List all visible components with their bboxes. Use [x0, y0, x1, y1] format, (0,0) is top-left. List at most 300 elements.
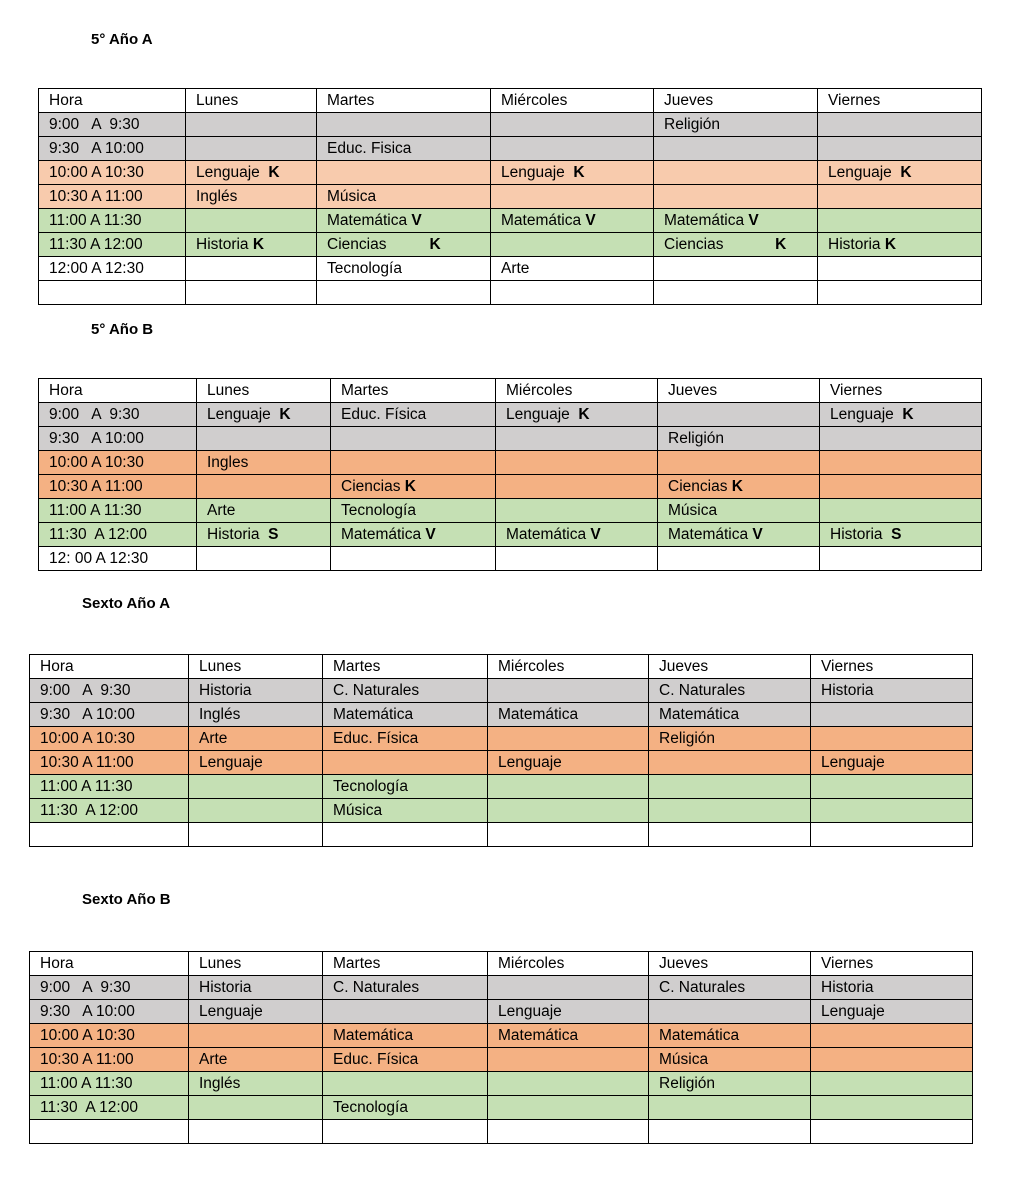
column-header: Miércoles	[496, 379, 658, 403]
teacher-initial: K	[404, 478, 416, 495]
subject-text: 10:00 A 10:30	[40, 730, 135, 747]
subject-text: C. Naturales	[659, 979, 746, 996]
subject-text: Matemática	[664, 212, 749, 229]
subject-text: Historia	[830, 526, 892, 543]
subject-text: 9:30 A 10:00	[40, 706, 135, 723]
subject-cell	[317, 209, 491, 233]
subject-cell	[331, 523, 496, 547]
subject-cell	[496, 451, 658, 475]
table-row	[39, 451, 982, 475]
table-row	[39, 427, 982, 451]
subject-cell	[649, 1072, 811, 1096]
time-cell	[30, 703, 189, 727]
subject-cell	[491, 209, 654, 233]
time-cell	[39, 499, 197, 523]
subject-cell	[186, 233, 317, 257]
time-cell	[30, 751, 189, 775]
subject-text: Matemática	[659, 1027, 740, 1044]
subject-text: Música	[327, 188, 377, 205]
subject-cell	[186, 281, 317, 305]
subject-cell	[488, 703, 649, 727]
teacher-initial: K	[429, 236, 441, 253]
subject-cell	[654, 137, 818, 161]
subject-cell	[658, 475, 820, 499]
table-row	[30, 976, 973, 1000]
subject-cell	[496, 427, 658, 451]
table-row	[39, 233, 982, 257]
subject-text: Matemática	[506, 526, 591, 543]
teacher-initial: V	[590, 526, 601, 543]
subject-cell	[488, 1120, 649, 1144]
subject-cell	[491, 113, 654, 137]
subject-text: Matemática	[333, 706, 414, 723]
subject-cell	[323, 976, 488, 1000]
table-row	[39, 161, 982, 185]
subject-text: 10:00 A 10:30	[49, 454, 144, 471]
subject-text: Inglés	[196, 188, 238, 205]
schedule-table-6a	[29, 654, 973, 847]
teacher-initial: V	[752, 526, 763, 543]
subject-text: Matemática	[498, 1027, 579, 1044]
subject-text: 10:30 A 11:00	[49, 478, 143, 495]
time-cell	[30, 1000, 189, 1024]
table-row	[39, 403, 982, 427]
subject-cell	[658, 427, 820, 451]
subject-cell	[818, 281, 982, 305]
subject-cell	[811, 751, 973, 775]
teacher-initial: K	[775, 236, 787, 253]
subject-text: Ingles	[207, 454, 249, 471]
subject-text: 10:00 A 10:30	[49, 164, 144, 181]
subject-cell	[649, 1120, 811, 1144]
subject-text: 12: 00 A 12:30	[49, 550, 149, 567]
subject-text: Ciencias	[341, 478, 405, 495]
subject-cell	[186, 161, 317, 185]
subject-text: 11:00 A 11:30	[49, 502, 142, 519]
subject-cell	[488, 1048, 649, 1072]
subject-cell	[331, 427, 496, 451]
subject-cell	[317, 233, 491, 257]
subject-text: Lenguaje	[199, 1003, 263, 1020]
table-row	[30, 1072, 973, 1096]
section-title-6b: Sexto Año B	[82, 891, 171, 908]
subject-text: 11:30 A 12:00	[40, 802, 138, 819]
column-header: Miércoles	[491, 89, 654, 113]
subject-cell	[491, 257, 654, 281]
column-header: Jueves	[649, 655, 811, 679]
table-row	[39, 281, 982, 305]
subject-cell	[189, 976, 323, 1000]
subject-cell	[331, 547, 496, 571]
subject-cell	[317, 161, 491, 185]
time-cell	[30, 679, 189, 703]
subject-cell	[811, 1096, 973, 1120]
subject-cell	[818, 161, 982, 185]
column-header: Martes	[317, 89, 491, 113]
column-header: Martes	[331, 379, 496, 403]
column-header: Viernes	[818, 89, 982, 113]
subject-text: Ciencias	[668, 478, 732, 495]
subject-cell	[186, 137, 317, 161]
subject-cell	[488, 1024, 649, 1048]
subject-cell	[323, 679, 488, 703]
subject-text: Tecnología	[327, 260, 402, 277]
subject-text: Historia	[196, 236, 253, 253]
subject-cell	[323, 727, 488, 751]
subject-text: Lenguaje	[501, 164, 574, 181]
subject-text: Matemática	[501, 212, 586, 229]
teacher-initial: K	[573, 164, 585, 181]
subject-cell	[649, 775, 811, 799]
subject-cell	[654, 113, 818, 137]
subject-cell	[491, 161, 654, 185]
table-row	[30, 1024, 973, 1048]
header-row	[30, 952, 973, 976]
subject-text: C. Naturales	[333, 979, 420, 996]
subject-text: Ciencias	[327, 236, 430, 253]
subject-text: 9:30 A 10:00	[40, 1003, 135, 1020]
time-cell	[39, 113, 186, 137]
subject-cell	[818, 113, 982, 137]
teacher-initial: K	[268, 164, 280, 181]
column-header: Lunes	[189, 655, 323, 679]
column-header: Jueves	[649, 952, 811, 976]
section-title-6a: Sexto Año A	[82, 595, 171, 612]
subject-text: 9:00 A 9:30	[40, 979, 131, 996]
table-row	[30, 1048, 973, 1072]
subject-cell	[491, 233, 654, 257]
schedule-table-6b	[29, 951, 973, 1144]
column-header: Hora	[30, 952, 189, 976]
subject-cell	[654, 185, 818, 209]
subject-cell	[488, 799, 649, 823]
subject-text: Historia	[207, 526, 269, 543]
subject-text: Lenguaje	[830, 406, 903, 423]
column-header: Viernes	[820, 379, 982, 403]
teacher-initial: V	[585, 212, 596, 229]
subject-cell	[811, 976, 973, 1000]
subject-cell	[658, 523, 820, 547]
teacher-initial: K	[902, 406, 914, 423]
subject-cell	[649, 679, 811, 703]
subject-cell	[189, 1120, 323, 1144]
subject-text: Historia	[199, 979, 252, 996]
subject-text: Música	[333, 802, 383, 819]
subject-cell	[186, 257, 317, 281]
time-cell	[30, 775, 189, 799]
column-header: Miércoles	[488, 952, 649, 976]
subject-text: Religión	[659, 1075, 716, 1092]
teacher-initial: K	[252, 236, 265, 253]
subject-text: 11:30 A 12:00	[49, 526, 147, 543]
time-cell	[39, 451, 197, 475]
subject-cell	[323, 1072, 488, 1096]
subject-text: Lenguaje	[821, 1003, 885, 1020]
subject-cell	[488, 1072, 649, 1096]
subject-cell	[658, 451, 820, 475]
subject-cell	[818, 257, 982, 281]
subject-cell	[811, 679, 973, 703]
subject-cell	[197, 403, 331, 427]
subject-cell	[488, 775, 649, 799]
subject-text: Educ. Física	[333, 730, 419, 747]
time-cell	[39, 523, 197, 547]
subject-cell	[649, 823, 811, 847]
column-header: Jueves	[654, 89, 818, 113]
time-cell	[39, 547, 197, 571]
subject-cell	[811, 1048, 973, 1072]
subject-cell	[323, 1120, 488, 1144]
subject-cell	[189, 1000, 323, 1024]
subject-cell	[811, 799, 973, 823]
schedule-table-5b	[38, 378, 982, 571]
subject-text: Arte	[207, 502, 236, 519]
subject-cell	[649, 1096, 811, 1120]
subject-cell	[649, 1048, 811, 1072]
subject-text: 11:30 A 12:00	[40, 1099, 138, 1116]
subject-cell	[818, 137, 982, 161]
subject-cell	[820, 475, 982, 499]
subject-text: Lenguaje	[828, 164, 901, 181]
teacher-initial: S	[268, 526, 279, 543]
subject-text: Lenguaje	[821, 754, 885, 771]
table-row	[30, 823, 973, 847]
subject-cell	[649, 976, 811, 1000]
subject-cell	[189, 1072, 323, 1096]
subject-cell	[491, 185, 654, 209]
column-header: Viernes	[811, 952, 973, 976]
subject-text: 10:30 A 11:00	[40, 1051, 134, 1068]
time-cell	[39, 161, 186, 185]
subject-text: Religión	[668, 430, 725, 447]
subject-cell	[488, 1000, 649, 1024]
subject-cell	[323, 1000, 488, 1024]
column-header: Jueves	[658, 379, 820, 403]
schedule-table-5a	[38, 88, 982, 305]
table-row	[39, 475, 982, 499]
subject-cell	[496, 403, 658, 427]
time-cell	[30, 976, 189, 1000]
subject-cell	[331, 499, 496, 523]
subject-text: Historia	[199, 682, 252, 699]
time-cell	[39, 281, 186, 305]
subject-cell	[488, 1096, 649, 1120]
subject-cell	[818, 209, 982, 233]
table-row	[30, 727, 973, 751]
subject-cell	[811, 703, 973, 727]
subject-cell	[189, 1024, 323, 1048]
subject-cell	[649, 1000, 811, 1024]
subject-cell	[197, 499, 331, 523]
section-title-5a: 5° Año A	[91, 31, 153, 48]
subject-text: Lenguaje	[498, 754, 562, 771]
subject-cell	[323, 1096, 488, 1120]
header-row	[30, 655, 973, 679]
table-row	[30, 703, 973, 727]
subject-cell	[654, 209, 818, 233]
subject-cell	[323, 775, 488, 799]
subject-text: Matemática	[341, 526, 426, 543]
column-header: Lunes	[186, 89, 317, 113]
subject-cell	[189, 751, 323, 775]
subject-text: Música	[659, 1051, 709, 1068]
subject-cell	[811, 727, 973, 751]
subject-cell	[654, 161, 818, 185]
subject-text: 11:00 A 11:30	[40, 1075, 133, 1092]
time-cell	[39, 185, 186, 209]
column-header: Martes	[323, 952, 488, 976]
column-header: Hora	[30, 655, 189, 679]
time-cell	[39, 427, 197, 451]
subject-cell	[649, 703, 811, 727]
subject-cell	[654, 257, 818, 281]
subject-cell	[323, 799, 488, 823]
table-row	[39, 137, 982, 161]
time-cell	[39, 475, 197, 499]
subject-cell	[820, 499, 982, 523]
subject-text: Educ. Física	[341, 406, 427, 423]
subject-cell	[820, 403, 982, 427]
time-cell	[30, 1072, 189, 1096]
subject-text: Religión	[659, 730, 716, 747]
subject-cell	[189, 727, 323, 751]
table-row	[39, 547, 982, 571]
subject-cell	[317, 257, 491, 281]
subject-text: Lenguaje	[506, 406, 579, 423]
subject-cell	[649, 727, 811, 751]
subject-text: Educ. Física	[333, 1051, 419, 1068]
subject-cell	[496, 523, 658, 547]
subject-text: Lenguaje	[207, 406, 280, 423]
subject-text: Historia	[821, 682, 874, 699]
table-row	[39, 113, 982, 137]
subject-cell	[811, 1000, 973, 1024]
subject-text: Música	[668, 502, 718, 519]
subject-cell	[186, 209, 317, 233]
subject-cell	[189, 679, 323, 703]
subject-text: Historia	[828, 236, 885, 253]
subject-cell	[811, 775, 973, 799]
subject-text: Tecnología	[333, 1099, 408, 1116]
subject-cell	[189, 775, 323, 799]
time-cell	[30, 1024, 189, 1048]
subject-text: Matemática	[498, 706, 579, 723]
time-cell	[39, 233, 186, 257]
time-cell	[30, 1120, 189, 1144]
subject-text: Matemática	[327, 212, 412, 229]
subject-cell	[317, 281, 491, 305]
subject-cell	[189, 823, 323, 847]
subject-cell	[649, 1024, 811, 1048]
subject-cell	[649, 799, 811, 823]
subject-cell	[654, 281, 818, 305]
subject-text: 9:00 A 9:30	[49, 406, 140, 423]
table-row	[30, 1000, 973, 1024]
teacher-initial: K	[900, 164, 912, 181]
subject-text: Matemática	[333, 1027, 414, 1044]
header-row	[39, 89, 982, 113]
subject-cell	[491, 137, 654, 161]
subject-cell	[818, 185, 982, 209]
subject-text: Religión	[664, 116, 721, 133]
subject-cell	[811, 823, 973, 847]
subject-cell	[323, 823, 488, 847]
teacher-initial: K	[731, 478, 743, 495]
subject-cell	[658, 403, 820, 427]
subject-text: 9:30 A 10:00	[49, 430, 144, 447]
subject-cell	[189, 799, 323, 823]
subject-text: C. Naturales	[659, 682, 746, 699]
subject-cell	[488, 823, 649, 847]
subject-cell	[820, 427, 982, 451]
teacher-initial: V	[748, 212, 759, 229]
subject-text: 11:30 A 12:00	[49, 236, 143, 253]
time-cell	[39, 257, 186, 281]
time-cell	[30, 727, 189, 751]
subject-text: 12:00 A 12:30	[49, 260, 144, 277]
subject-cell	[654, 233, 818, 257]
table-row	[30, 679, 973, 703]
subject-text: Lenguaje	[196, 164, 269, 181]
subject-text: 10:00 A 10:30	[40, 1027, 135, 1044]
subject-cell	[488, 976, 649, 1000]
time-cell	[39, 209, 186, 233]
teacher-initial: V	[425, 526, 436, 543]
subject-cell	[186, 113, 317, 137]
subject-cell	[197, 451, 331, 475]
subject-text: 11:00 A 11:30	[49, 212, 142, 229]
table-row	[39, 257, 982, 281]
subject-text: Lenguaje	[498, 1003, 562, 1020]
subject-text: Arte	[199, 1051, 228, 1068]
subject-cell	[488, 751, 649, 775]
subject-cell	[323, 751, 488, 775]
column-header: Miércoles	[488, 655, 649, 679]
subject-text: Arte	[501, 260, 530, 277]
table-row	[39, 209, 982, 233]
subject-cell	[491, 281, 654, 305]
subject-cell	[323, 1024, 488, 1048]
time-cell	[30, 1096, 189, 1120]
subject-cell	[811, 1120, 973, 1144]
time-cell	[30, 1048, 189, 1072]
time-cell	[39, 403, 197, 427]
table-row	[39, 499, 982, 523]
subject-cell	[189, 1096, 323, 1120]
subject-text: Tecnología	[333, 778, 408, 795]
subject-text: Ciencias	[664, 236, 776, 253]
subject-cell	[197, 427, 331, 451]
time-cell	[30, 823, 189, 847]
table-row	[39, 185, 982, 209]
subject-cell	[820, 547, 982, 571]
subject-cell	[820, 451, 982, 475]
subject-cell	[658, 499, 820, 523]
subject-text: 11:00 A 11:30	[40, 778, 133, 795]
teacher-initial: K	[578, 406, 590, 423]
subject-cell	[317, 185, 491, 209]
subject-cell	[186, 185, 317, 209]
teacher-initial: V	[411, 212, 422, 229]
subject-text: Matemática	[659, 706, 740, 723]
subject-cell	[496, 475, 658, 499]
subject-text: 10:30 A 11:00	[49, 188, 143, 205]
subject-cell	[331, 451, 496, 475]
subject-cell	[488, 679, 649, 703]
subject-cell	[496, 499, 658, 523]
section-title-5b: 5° Año B	[91, 321, 154, 338]
subject-text: Arte	[199, 730, 228, 747]
